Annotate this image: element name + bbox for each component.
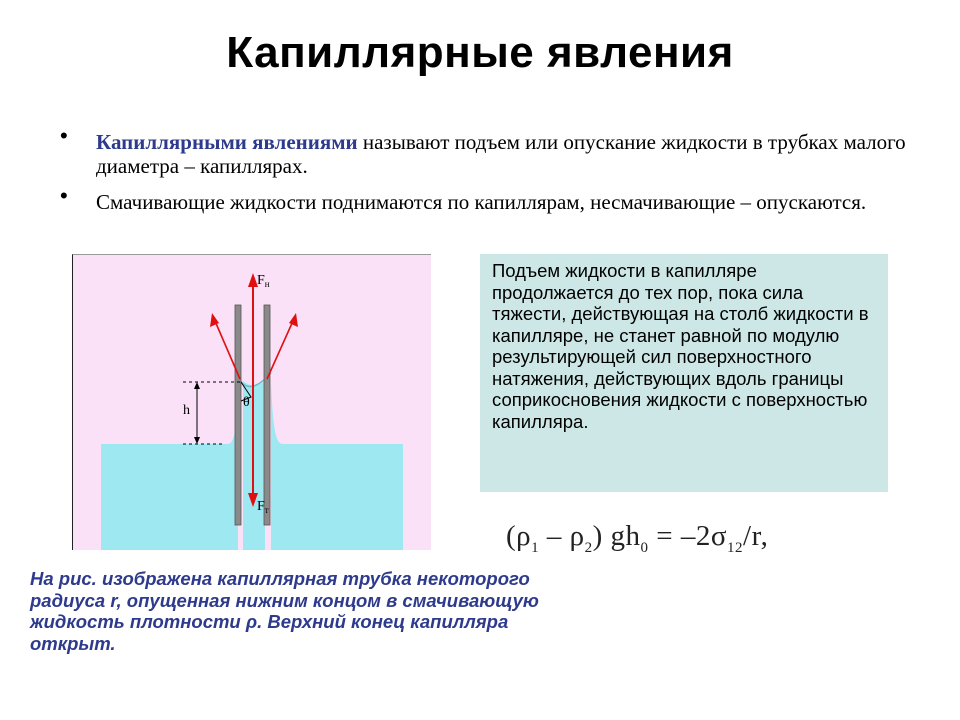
force-bottom-label: $F_т$	[257, 499, 269, 515]
liquid-surface	[271, 383, 403, 550]
tension-arrow-right-head	[289, 313, 298, 327]
bullet-icon: •	[60, 123, 68, 148]
figure-caption: На рис. изображена капиллярная трубка некоторого радиуса r, опущенная нижним концом в смачивающую жидкость плотности ρ. Верхний конец капилляра открыт.	[30, 568, 539, 654]
slide-title: Капиллярные явления	[226, 28, 734, 77]
capillary-figure	[72, 254, 431, 550]
bullet-icon: •	[60, 183, 68, 208]
bullet-text: называют подъем или опускание жидкости в трубках малого диаметра – капиллярах.	[96, 130, 906, 178]
capillary-diagram	[73, 255, 431, 550]
bullet-term: Капиллярными явлениями	[96, 130, 358, 154]
tension-arrow-left-head	[210, 313, 219, 327]
tube-wall-left	[235, 305, 241, 525]
bullet-item	[60, 183, 920, 214]
height-label: h	[183, 403, 190, 418]
bullet-item	[60, 123, 920, 178]
bullet-text: Смачивающие жидкости поднимаются по капиллярам, несмачивающие – опускаются.	[96, 190, 867, 214]
tension-arrow-right	[267, 321, 293, 379]
tube-wall-right	[264, 305, 270, 525]
height-arrow-head	[194, 382, 200, 389]
bullet-list	[60, 123, 920, 226]
formula: $(\rho_1 - \rho_2) gh_0 = -2\sigma_{12}/r$,	[506, 520, 769, 556]
info-box: Подъем жидкости в капилляре продолжается до тех пор, пока сила тяжести, действующая на столб жидкости в капилляре, не станет равной по модулю результирующей сил поверхностного натяжения, действующих вдоль границы соприкосновения жидкости с поверхностью капилляра.	[480, 254, 888, 492]
angle-label: θ	[243, 395, 250, 410]
liquid-surface	[101, 383, 238, 550]
height-arrow-head	[194, 437, 200, 444]
force-top-label: $F_н$	[257, 273, 270, 289]
